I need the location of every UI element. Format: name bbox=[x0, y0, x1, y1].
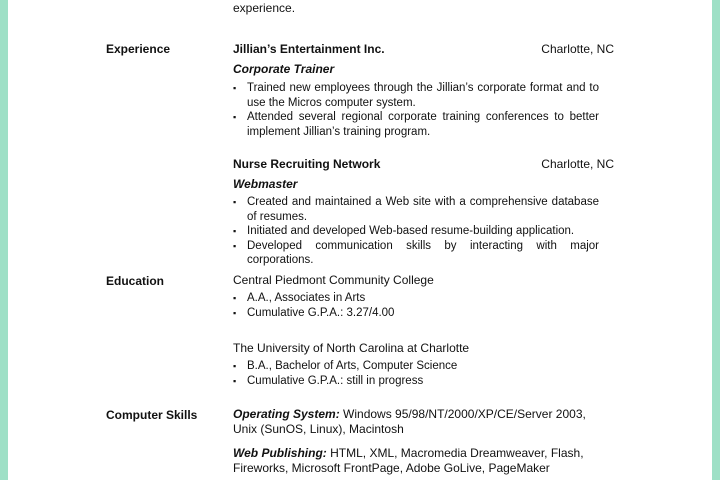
skill-group bbox=[233, 446, 599, 476]
list-item: ▪ Cumulative G.P.A.: 3.27/4.00 bbox=[233, 306, 599, 321]
list-item: ▪ Created and maintained a Web site with a comprehensive database of resumes. bbox=[233, 195, 599, 224]
list-item: ▪ Trained new employees through the Jillian’s corporate format and to use the Micros computer system. bbox=[233, 81, 599, 110]
job-organization: Nurse Recruiting Network bbox=[233, 157, 381, 171]
job-location: Charlotte, NC bbox=[541, 157, 614, 171]
section-heading-computer-skills: Computer Skills bbox=[106, 408, 198, 422]
job-location: Charlotte, NC bbox=[541, 42, 614, 56]
skill-group-label: Web Publishing: bbox=[233, 446, 327, 460]
school-bullet-list bbox=[233, 291, 599, 320]
skill-group-label: Operating System: bbox=[233, 407, 340, 421]
top-partial-text: experience. bbox=[233, 1, 296, 15]
job-role: Corporate Trainer bbox=[233, 62, 335, 76]
school-bullet-list bbox=[233, 359, 599, 388]
job-role: Webmaster bbox=[233, 177, 298, 191]
list-item: ▪ B.A., Bachelor of Arts, Computer Science bbox=[233, 359, 599, 374]
list-item: ▪ Cumulative G.P.A.: still in progress bbox=[233, 374, 599, 389]
skill-group bbox=[233, 407, 599, 437]
job-bullet-list bbox=[233, 195, 599, 268]
skill-group-value: Windows 95/98/NT/2000/XP/CE/Server 2003, Unix (SunOS, Linux), Macintosh bbox=[233, 407, 586, 436]
section-heading-experience: Experience bbox=[106, 42, 171, 56]
list-item: ▪ A.A., Associates in Arts bbox=[233, 291, 599, 306]
list-item: ▪ Attended several regional corporate training conferences to better implement Jillian’s training program. bbox=[233, 110, 599, 139]
list-item: ▪ Initiated and developed Web-based resume-building application. bbox=[233, 224, 599, 239]
school-name: Central Piedmont Community College bbox=[233, 273, 434, 287]
list-item: ▪ Developed communication skills by interacting with major corporations. bbox=[233, 239, 599, 268]
job-organization: Jillian’s Entertainment Inc. bbox=[233, 42, 385, 56]
section-heading-education: Education bbox=[106, 274, 165, 288]
skill-group-value: HTML, XML, Macromedia Dreamweaver, Flash, Fireworks, Microsoft FrontPage, Adobe GoLive, PageMaker bbox=[233, 446, 584, 475]
school-name: The University of North Carolina at Charlotte bbox=[233, 341, 470, 355]
job-bullet-list bbox=[233, 81, 599, 139]
